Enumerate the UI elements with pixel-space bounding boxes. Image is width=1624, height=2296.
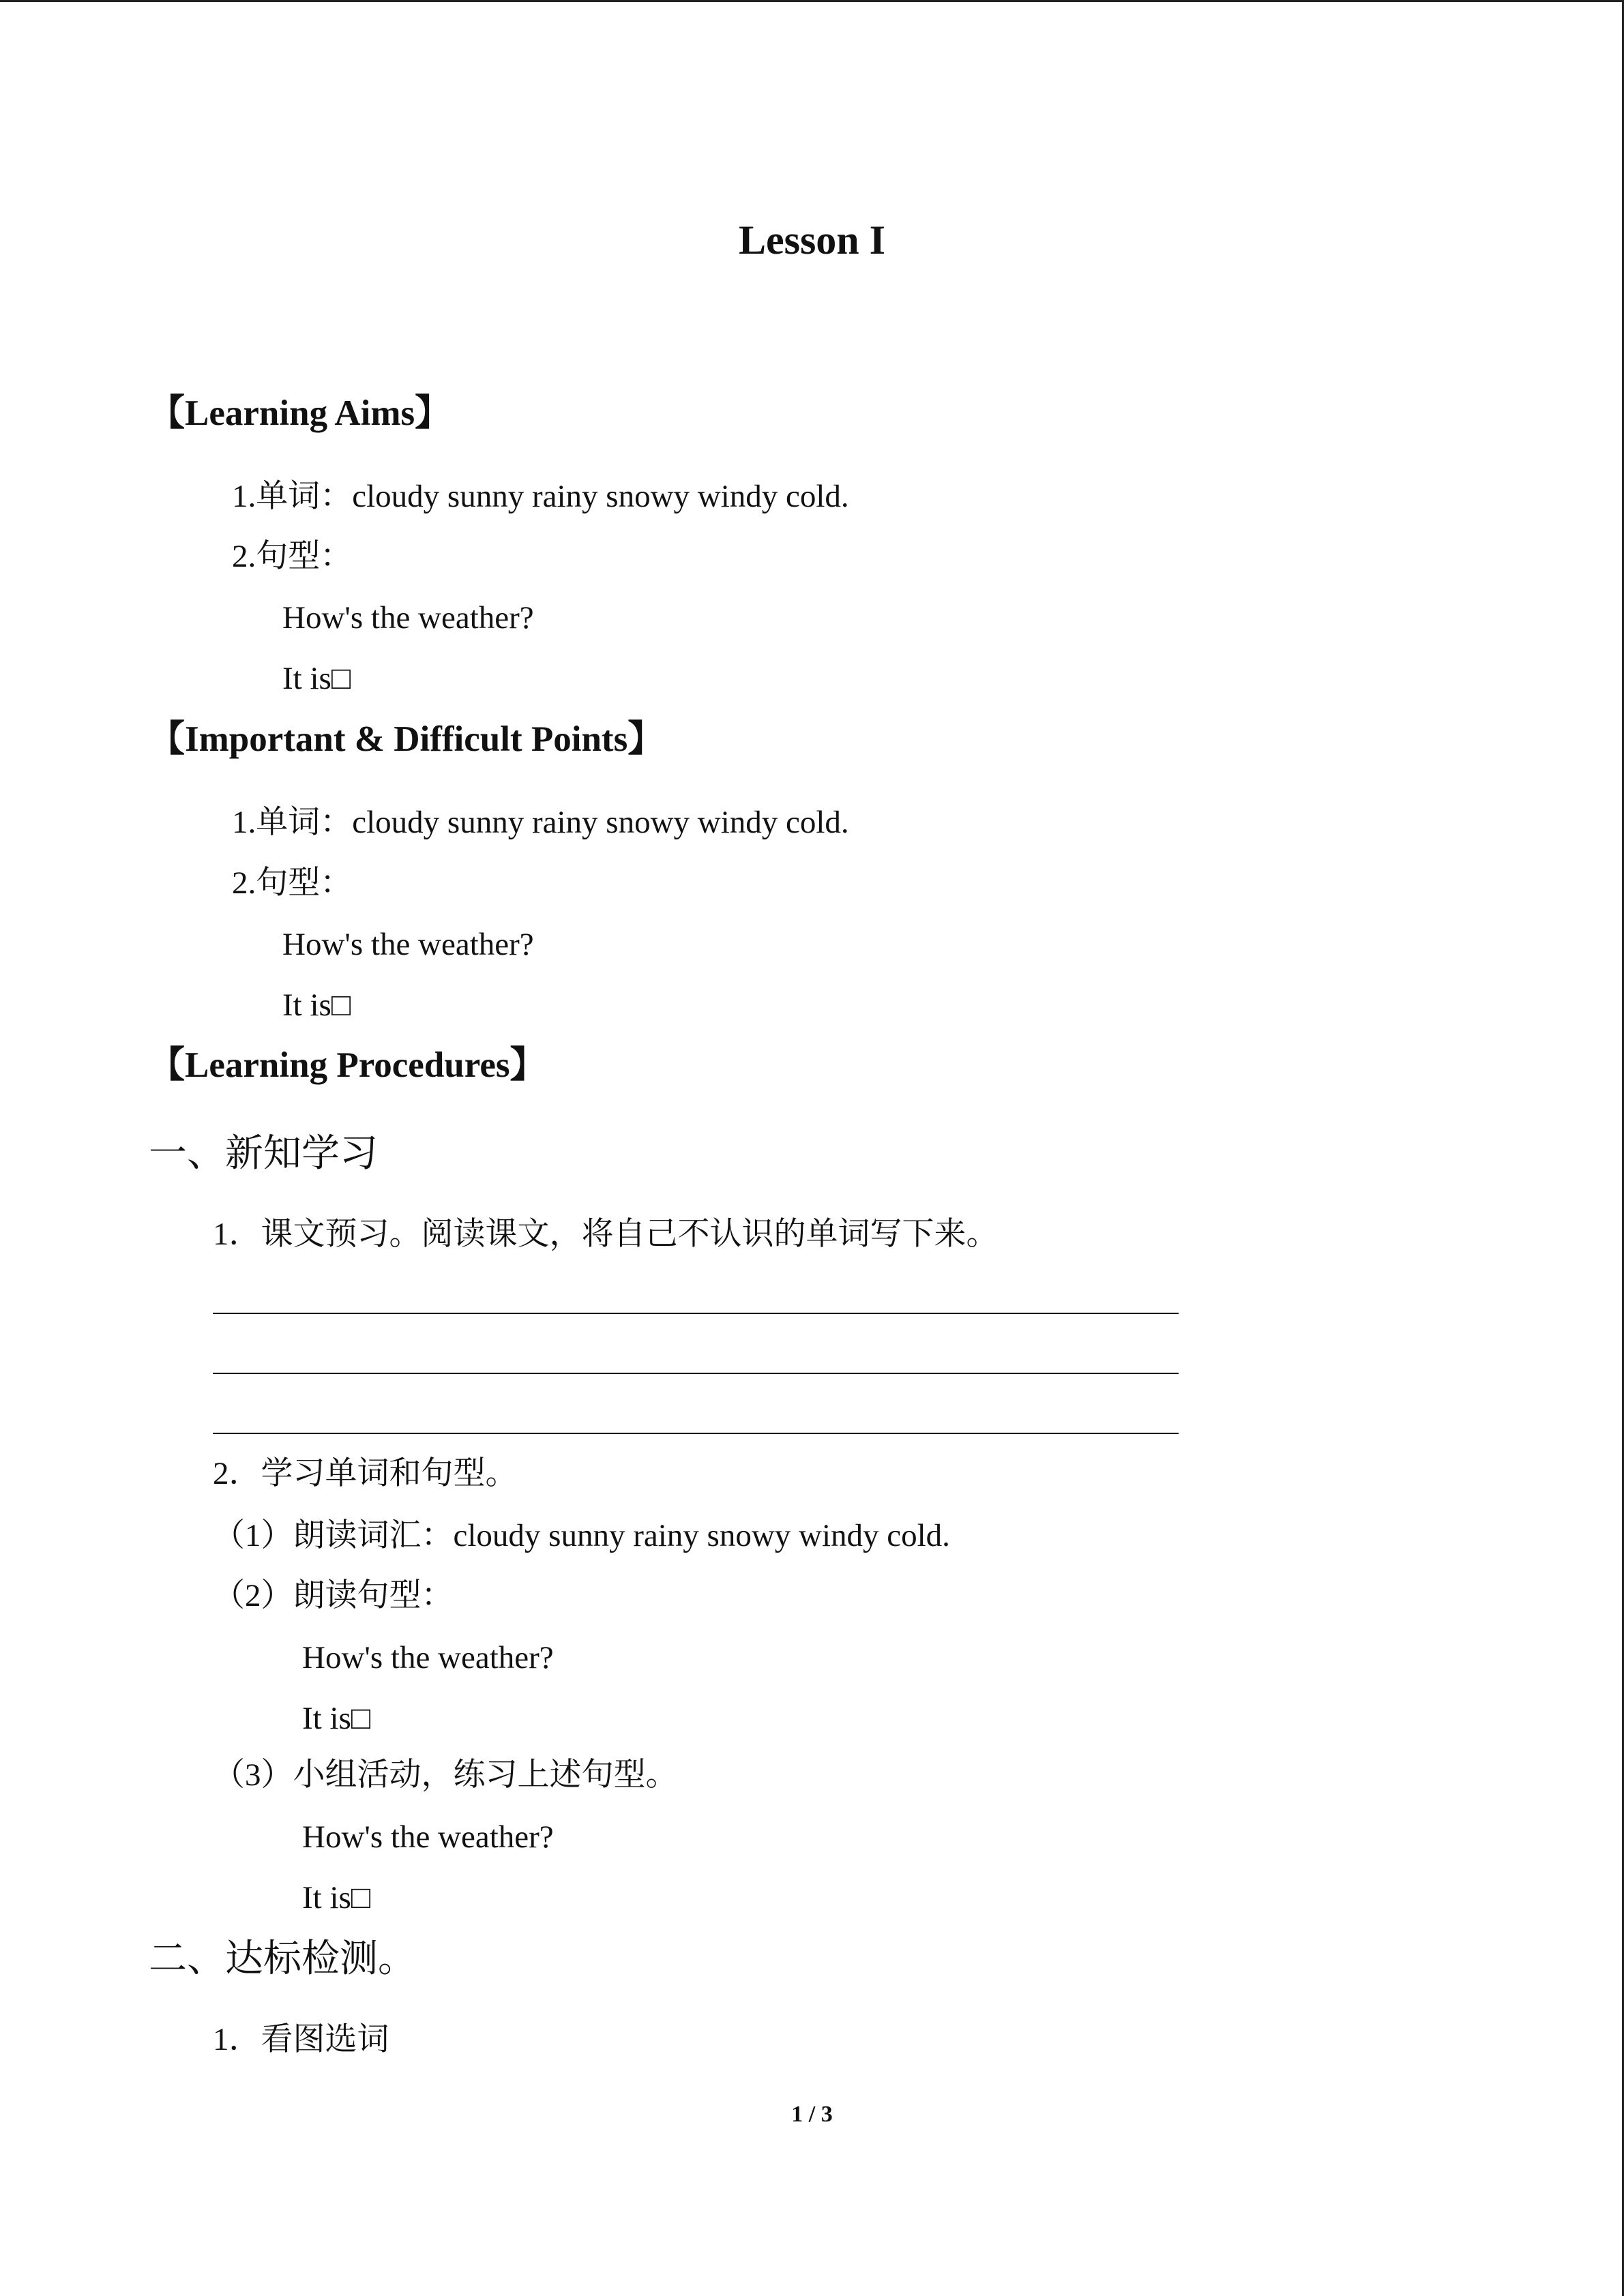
points-item-sentences: 2.句型： <box>232 865 353 901</box>
part1-sub1: （1）朗读词汇：cloudy sunny rainy snowy windy cold. <box>213 1518 950 1553</box>
answer-line-3[interactable] <box>213 1433 1179 1434</box>
part1-sub3-question: How's the weather? <box>302 1819 554 1855</box>
part1-step1: 1．课文预习。阅读课文，将自己不认识的单词写下来。 <box>213 1217 999 1252</box>
aims-item-sentences: 2.句型： <box>232 539 353 574</box>
part2-title: 二、达标检测。 <box>149 1938 416 1980</box>
part2-step1: 1．看图选词 <box>213 2022 389 2057</box>
points-sentence-answer: It is□ <box>282 987 351 1023</box>
learning-aims-heading: 【Learning Aims】 <box>149 393 452 433</box>
aims-sentence-question: How's the weather? <box>282 600 534 636</box>
aims-sentence-answer: It is□ <box>282 661 351 696</box>
page-title: Lesson I <box>738 218 886 263</box>
page-border-top <box>0 0 1624 2</box>
answer-line-1[interactable] <box>213 1313 1179 1314</box>
important-points-heading: 【Important & Difficult Points】 <box>149 719 664 759</box>
part1-sub3: （3）小组活动，练习上述句型。 <box>213 1757 678 1793</box>
points-sentence-question: How's the weather? <box>282 927 534 962</box>
aims-item-words: 1.单词：cloudy sunny rainy snowy windy cold. <box>232 479 849 514</box>
part1-sub2-question: How's the weather? <box>302 1640 554 1675</box>
page-number: 1 / 3 <box>791 2102 833 2127</box>
part1-sub2: （2）朗读句型： <box>213 1578 454 1613</box>
part1-title: 一、新知学习 <box>149 1133 378 1175</box>
part1-step2: 2．学习单词和句型。 <box>213 1456 518 1491</box>
part1-sub3-answer: It is□ <box>302 1880 371 1915</box>
answer-line-2[interactable] <box>213 1373 1179 1374</box>
part1-sub2-answer: It is□ <box>302 1701 371 1736</box>
learning-procedures-heading: 【Learning Procedures】 <box>149 1045 546 1085</box>
points-item-words: 1.单词：cloudy sunny rainy snowy windy cold. <box>232 805 849 840</box>
